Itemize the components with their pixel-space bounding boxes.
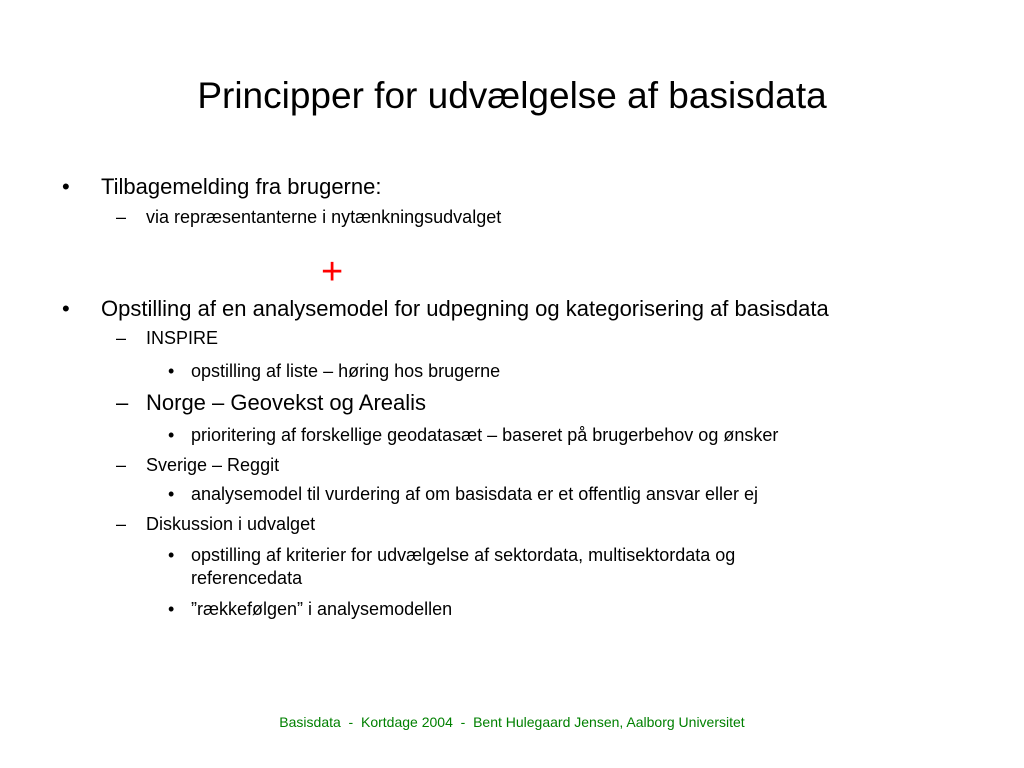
bullet-icon: • (168, 599, 175, 619)
dash-icon: – (116, 514, 127, 534)
bullet-icon: • (168, 361, 175, 381)
point-norway-priority: prioritering af forskellige geodatasæt – baseret på brugerbehov og ønsker (191, 425, 779, 445)
point-inspire-list: opstilling af liste – høring hos brugerne (191, 361, 501, 381)
sub-item-discussion: Diskussion i udvalget (146, 514, 316, 534)
dash-icon: – (116, 390, 129, 415)
slide-title: Principper for udvælgelse af basisdata (197, 75, 827, 116)
sub-item-sweden: Sverige – Reggit (146, 455, 280, 475)
sub-item-inspire: INSPIRE (146, 328, 219, 348)
dash-icon: – (116, 207, 127, 227)
point-sweden-analysis: analysemodel til vurdering af om basisdata er et offentlig ansvar eller ej (191, 484, 758, 504)
dash-icon: – (116, 328, 127, 348)
point-discussion-criteria: opstilling af kriterier for udvælgelse af sektordata, multisektordata og (191, 545, 736, 565)
point-discussion-criteria-continued: referencedata (191, 568, 303, 588)
plus-icon: + (321, 251, 344, 293)
bullet-item-feedback: Tilbagemelding fra brugerne: (101, 174, 382, 199)
point-discussion-order: ”rækkefølgen” i analysemodellen (191, 599, 453, 619)
dash-icon: – (116, 455, 127, 475)
sub-item-representatives: via repræsentanterne i nytænkningsudvalget (146, 207, 502, 227)
bullet-item-analysis-model: Opstilling af en analysemodel for udpegning og kategorisering af basisdata (101, 296, 829, 321)
bullet-icon: • (168, 425, 175, 445)
bullet-icon: • (62, 296, 70, 321)
bullet-icon: • (168, 545, 175, 565)
bullet-icon: • (62, 174, 70, 199)
bullet-icon: • (168, 484, 175, 504)
slide-footer: Basisdata - Kortdage 2004 - Bent Hulegaard Jensen, Aalborg Universitet (279, 714, 745, 730)
sub-item-norway: Norge – Geovekst og Arealis (146, 390, 427, 415)
